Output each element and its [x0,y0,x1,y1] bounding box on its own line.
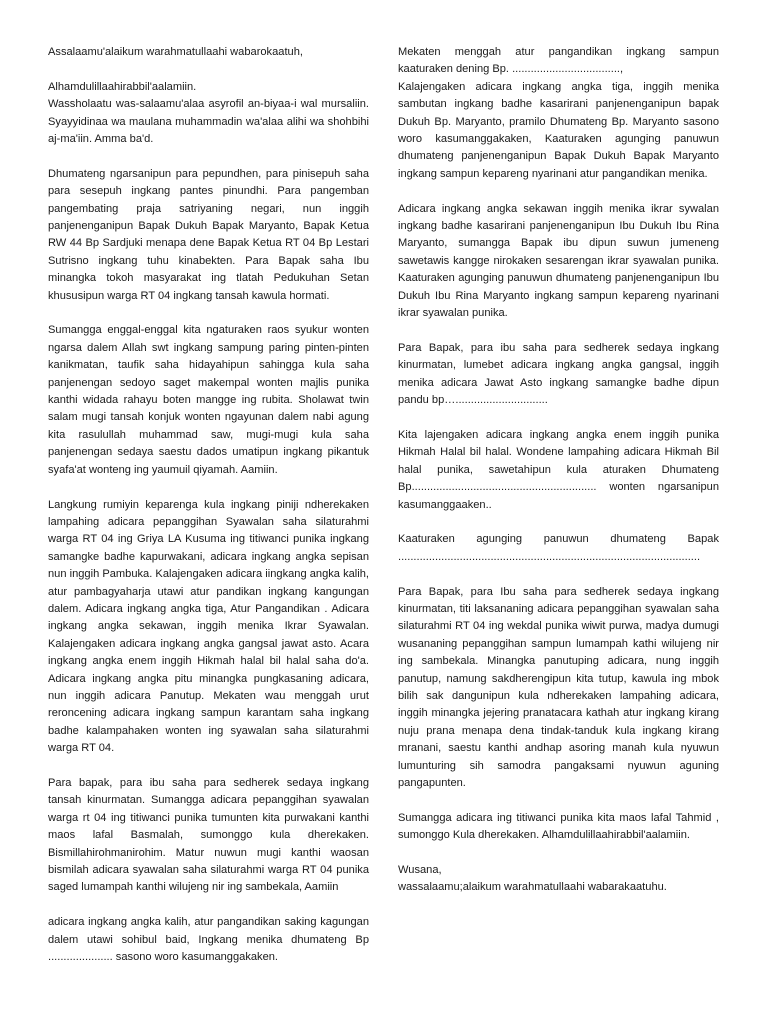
greeting-paragraph: Dhumateng ngarsanipun para pepundhen, para pinisepuh saha para sesepuh ingkang pantes pinundhi. Para pangemban pangembating praja satriyaning negari, nun inggih panjenenganipun Bapak Dukuh Bapak Maryanto, Bapak Ketua RW 44 Bp Sardjuki menapa dene Bapak Ketua RT 04 Bp Lestari Sutrisno ingkang tuhu kinabekten. Para Bapak saha Ibu minangka tokoh masyarakat ing tlatah Pedukuhan Setan khususipun warga RT 04 ingkang tansah kawula hormati. [48,167,369,302]
agenda-paragraph: Langkung rumiyin keparenga kula ingkang piniji ndherekaken lampahing adicara pepanggihan Syawalan saha silaturahmi warga RT 04 ing Griya LA Kusuma ing titiwanci punika ingkang samangke badhe kapurwakani, adicara ingkang angka sepisan nun inggih Pambuka. Kalajengaken adicara iingkang angka kalih, atur pambagyaharja utawi atur pandikan ingkang kangungan dalem. Adicara ingkang angka tiga, Atur Pangandikan . Adicara ingkang angka sekawan, inggih menika Ikrar Syawalan. Kalajengaken adicara ingkang angka gangsal jawat asto. Acara ingkang angka enem inggih Hikmah halal bil halal saha do'a. Adicara ingkang angka pitu minangka pungkasaning adicara, nun inggih adicara Panutup. Mekaten wau menggah urut reroncening adicara ingkang sampun karantam saha ingkang badhe kalampahaken wonten ing syawalan saha silaturahmi warga RT 04. [48,498,369,755]
tahmid-paragraph: Sumangga adicara ing titiwanci punika kita maos lafal Tahmid , sumonggo Kula dherekaken. Alhamdulillaahirabbil'aalamiin. [398,811,719,842]
speech-closing-line: Mekaten menggah atur pangandikan ingkang sampun kaaturaken dening Bp. ..................................., [398,46,719,76]
gratitude-paragraph: Sumangga enggal-enggal kita ngaturaken raos syukur wonten ngarsa dalem Allah swt ingkang sampung paring pinten-pinten kanikmatan, taufik saha hidayahipun sahingga kula saha panjenengan sedoyo saget makempal wonten majlis punika kanthi widada rahayu boten mangge ing rubita. Sholawat twin salam mugi tansah konjuk wonten ngayunan dalem nabi agung kita rasulullah muhammad saw, mugi-mugi kula saha panjenengan sedaya saestu dados umatipun ingkang pikantuk syafa'at wonteng ing yaumuil qiyamah. Aamiin. [48,324,369,476]
hamdalah: Alhamdulillaahirabbil'aalamiin. [48,80,197,93]
wusana: Wusana, [398,863,442,876]
thanks-paragraph: Kaaturaken agunging panuwun dhumateng Bapak .................................................................................................. [398,533,719,563]
hikmah-paragraph: Kita lajengaken adicara ingkang angka enem inggih punika Hikmah Halal bil halal. Wondene lampahing adicara Hikmah Bil halal punika, sawetahipun kula aturaken Dhumateng Bp............................................................ wonten ngarsanipun kasumanggaaken.. [398,428,719,511]
host-speech-paragraph: adicara ingkang angka kalih, atur pangandikan saking kagungan dalem utawi sohibul baid, Ingkang menika dhumateng Bp ..................... sasono woro kasumanggakaken. [48,916,369,964]
sholawat: Wassholaatu was-salaamu'alaa asyrofil an-biyaa-i wal mursaliin. Syayyidinaa wa maulana muhammadin wa'alaa alihi wa shohbihi aj-ma'iin. Amma ba'd. [48,98,369,146]
closing-paragraph: Para Bapak, para Ibu saha para sedherek sedaya ingkang kinurmatan, titi laksananing adicara pepanggihan syawalan saha silaturahmi RT 04 ing wekdal punika wiwit purwa, madya dumugi wusananing pepanggihan sampun lumampah kathi wilujeng nir ing sambekala. Minangka panutuping adicara, nung inggih panutup, namung sakdherengipun kita tutup, kawula ing mbok bilih sak dangunipun kula ndherekaken lampahing adicara, inggih minangka jejering pranatacara kathah atur ingkang kirang nuju prana menapa dena tindak-tanduk kula ingkang kirang mranani, saestu kanthi andhap asoring manah kula nyuwun lumunturing sih samodra pangaksami nyuwun aguning pangapunten. [398,585,719,789]
closing-salam: wassalaamu;alaikum warahmatullaahi wabarakaatuhu. [398,881,667,894]
left-column [48,44,369,984]
right-column [398,44,719,914]
ikrar-paragraph: Adicara ingkang angka sekawan inggih menika ikrar sywalan ingkang badhe kasarirani panjenenganipun Ibu Dukuh Ibu Rina Maryanto, sumangga Bapak ibu dipun suwun jumeneng sawetawis kangge nirokaken sesarengan ikrar syawalan punika. Kaaturaken agunging panuwun dhumateng panjenenganipun Ibu Dukuh Ibu Rina Maryanto ingkang sampun kepareng nyarinani ikrar syawalan punika. [398,202,719,320]
village-head-paragraph [398,44,719,183]
village-head-speech: Kalajengaken adicara ingkang angka tiga, inggih menika sambutan ingkang badhe kasarirani panjenenganipun bapak Dukuh Bp. Maryanto, pramilo Dhumateng Bp. Maryanto sasono woro kasumanggakaken, Kaaturaken agunging panuwun dhumateng panjenenganipun Bapak Dukuh Bapak Maryanto ingkang sampun kepareng nyarinani atur pangandikan menika. [398,80,719,180]
jawat-asto-paragraph: Para Bapak, para ibu saha para sedherek sedaya ingkang kinurmatan, lumebet adicara ingkang angka gangsal, inggih menika adicara Jawat Asto ingkang samangke badhe dipun pandu bp….............................. [398,341,719,407]
opening-paragraph: Para bapak, para ibu saha para sedherek sedaya ingkang tansah kinurmatan. Sumangga adicara pepanggihan syawalan warga rt 04 ing titiwanci punika tumunten kita purwakani kanthi maos lafal Basmalah, sumonggo kula dherekaken. Bismillahirohmanirohim. Matur nuwun mugi kanthi waosan bismilah adicara syawalan saha silaturahmi warga RT 04 punika saged lumampah kanthi wilujeng nir ing sambekala, Aamiin [48,776,369,894]
opening-salam: Assalaamu'alaikum warahmatullaahi wabarokaatuh, [48,46,303,58]
